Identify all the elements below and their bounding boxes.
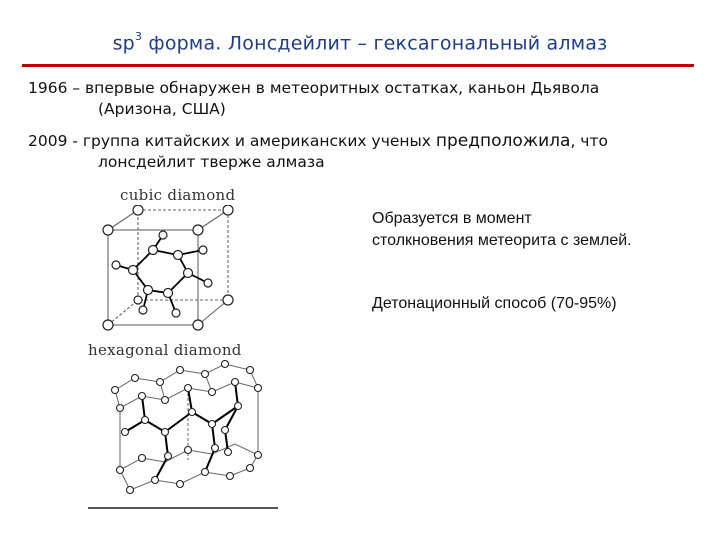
title-divider bbox=[22, 64, 694, 67]
hexagonal-diamond-illustration bbox=[100, 360, 270, 502]
fact-1966: 1966 – впервые обнаружен в метеоритных остатках, каньон Дьявола (Аризона, США) bbox=[28, 79, 600, 118]
cubic-diamond-illustration bbox=[98, 205, 258, 335]
figure-baseline bbox=[88, 507, 278, 509]
detonation-note: Детонационный способ (70-95%) bbox=[372, 295, 617, 312]
cubic-diamond-caption: cubic diamond bbox=[120, 186, 236, 204]
slide-title: $sp^3$ форма. Лонсдейлит – гексагональный алмаз bbox=[112, 30, 608, 55]
hexagonal-diamond-caption: hexagonal diamond bbox=[88, 341, 242, 359]
fact-2009: 2009 - группа китайских и американских ученых предположила, что лонсдейлит тверже алмаза bbox=[28, 131, 608, 171]
formation-note: Образуется в момент столкновения метеорита с землей. bbox=[372, 210, 632, 249]
